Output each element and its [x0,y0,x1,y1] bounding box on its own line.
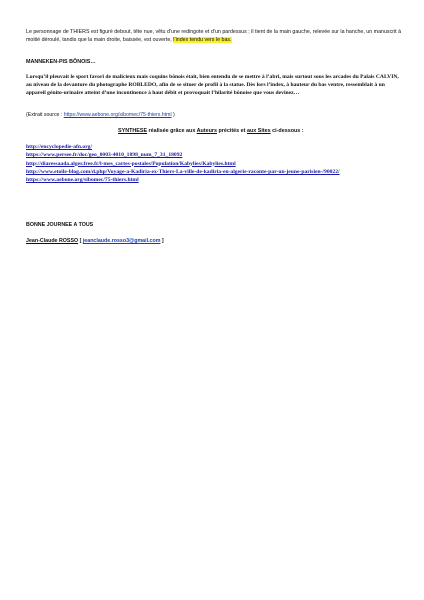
source-prefix: (Extrait source : [26,112,64,118]
bracket-close: ] [160,238,164,244]
intro-paragraph [26,28,402,44]
link-diaressaada[interactable]: http://diaressaada.alger.free.fr/l-mes_cartes-postales/Population/Kabylies/Kabylies.html [26,160,236,167]
author-name: Jean-Claude ROSSO [26,238,79,244]
links-list [26,143,402,184]
synthese-word: SYNTHESE [118,128,148,134]
synthese-heading [118,127,304,135]
link-persee[interactable]: https://www.persee.fr/doc/geo_0003-4010_1898_num_7_31_18092 [26,152,183,159]
sites-word: aux Sites [246,128,271,134]
closing-greeting: BONNE JOURNEE A TOUS [26,222,94,228]
link-aebone[interactable]: https://www.aebone.org/sibomec/75-thiers.html [26,177,139,184]
story-paragraph: Lorsqu’il pleuvait le sport favori de malicieux mais coquins bônois était, bien entendu de se mettre à l’abri, mais surtout sous les arcades du Palais CALVIN, au niveau de la devanture du photographe ROBLEDO, afin de se situer de profil à la statue. Dès lors l’index, à hauteur du bas ventre, ressemblait à un appareil génito-urinaire atteint d’une incontinence à haut débit et provoquait l’hilarité bônoise que vous devinez… [26,74,399,97]
manneken-heading: MANNEKEN-PIS BÔNOIS… [26,59,96,65]
synthese-text-3: ci-dessous : [270,128,304,134]
source-suffix: ) [171,112,175,118]
synthese-text-1: réalisée grâce aux [147,128,197,134]
synthese-text-2: précités et [217,128,247,134]
bracket-open: [ [78,238,83,244]
source-link[interactable]: https://www.aebone.org/sibomec/75-thiers.html [63,112,172,118]
highlighted-text: l’index tendu vers le bas. [173,37,232,43]
intro-text: Le personnage de THIERS est figuré debout, tête nue, vêtu d’une redingote et d’un pardessus ; il tient de la main gauche, relevée sur la hanche, un manuscrit à moitié déroulé, tandis que la main droite, baissée, est ouverte, [26,29,402,43]
source-note [26,111,402,119]
auteurs-word: Auteurs [196,128,217,134]
author-email-link[interactable]: jeanclaude.rosso3@gmail.com [82,238,161,244]
link-etoile-blog[interactable]: http://www.etoile-blog.com/d.php/Voyage-a-Kadiria-ex-Thiers-La-ville-de-kadiria-en-algerie-raconte-par-un-jeune-parisien-/90022/ [26,168,340,175]
link-encyclopedie[interactable]: http://encyclopedie-afn.org/ [26,144,93,150]
signature-line [26,237,402,245]
